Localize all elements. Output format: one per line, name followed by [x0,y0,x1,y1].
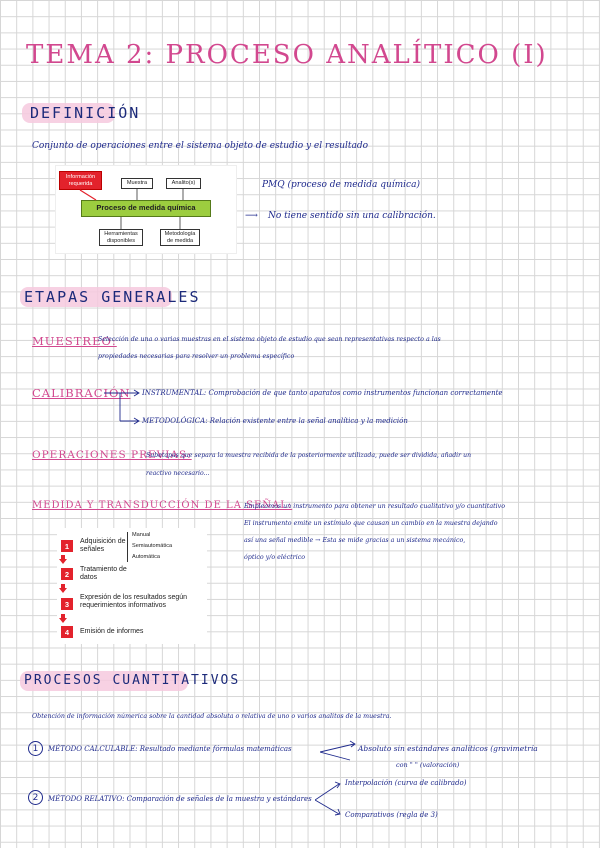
instrumental-text: Comprobación de que tanto aparatos como instrumentos funcionan correctamente [208,389,503,397]
modes-bracket [127,532,128,562]
comparativos-text: Comparativos (regla de 3) [345,811,438,819]
medida-text-4: óptico y/o eléctrico [244,554,306,561]
pmq-diagram [55,165,237,254]
medida-text-3: así una señal medible → Esta se mide gracias a un sistema mecánico, [244,537,466,544]
step-label: Tratamiento de datos [80,566,127,581]
diagram-proceso-box: Proceso de medida química [81,200,211,217]
calibracion-branch-arrows [104,388,144,430]
calibracion-metodologica [142,417,408,425]
operaciones-text-2: reactivo necesario... [146,470,210,477]
method-2 [48,795,312,803]
absoluto-line-2: con " " (valoración) [396,761,460,769]
interpolacion-text: Interpolación (curva de calibrado) [345,779,467,787]
method-2-branch [315,778,345,818]
method-2-label: MÉTODO RELATIVO: [48,795,125,803]
metodologica-label: METODOLÓGICA: [142,417,208,425]
step-number: 1 [61,540,73,552]
method-1-branch [320,740,360,764]
muestreo-text-1: Selección de una o varias muestras en el sistema objeto de estudio que sean representativas respecto a las [98,336,441,343]
arrow-down-icon [59,584,67,593]
mode-automatica: Automática [132,554,160,560]
method-2-number: 2 [28,790,43,805]
diagram-muestra-box: Muestra [121,178,153,189]
muestreo-text-2: propiedades necesarias para resolver un problema específico [98,353,295,360]
method-1-label: MÉTODO CALCULABLE: [48,745,138,753]
definition-text: Conjunto de operaciones entre el sistema objeto de estudio y el resultado [32,141,369,151]
procesos-intro: Obtención de información númerica sobre la cantidad absoluta o relativa de uno o varios analitos de la muestra. [32,713,392,720]
muestreo-label: MUESTREO: [32,334,117,348]
operaciones-label: OPERACIONES PREVIAS: [32,449,192,461]
step-label: Expresión de los resultados según requerimientos informativos [80,594,188,609]
medida-text-2: El instrumento emite un estímulo que causan un cambio en la muestra dejando [244,520,498,527]
diagram-herramientas-box: Herramientas disponibles [99,229,143,246]
calibration-note: No tiene sentido sin una calibración. [268,211,436,221]
step-label: Adquisición de señales [80,538,126,553]
page-title: TEMA 2: PROCESO ANALÍTICO (I) [26,40,548,70]
steps-figure [57,528,207,644]
diagram-metodologia-box: Metodología de medida [160,229,200,246]
arrow-down-icon [59,614,67,623]
method-1 [48,745,292,753]
diagram-arrows [56,166,236,253]
instrumental-label: INSTRUMENTAL: [142,389,207,397]
calibracion-instrumental [142,389,503,397]
metodologica-text: Relación existente entre la señal analítica y la medición [209,417,408,425]
section-heading-procesos: PROCESOS CUANTITATIVOS [24,673,241,688]
medida-label: MEDIDA Y TRANSDUCCIÓN DE LA SEÑAL: [32,500,293,511]
method-2-text: Comparación de señales de la muestra y estándares [126,795,312,803]
step-number: 3 [61,598,73,610]
section-heading-etapas: ETAPAS GENERALES [24,288,201,306]
step-number: 4 [61,626,73,638]
pmq-note: PMQ (proceso de medida química) [262,180,420,190]
section-heading-definicion: DEFINICIÓN [30,104,141,122]
step-number: 2 [61,568,73,580]
medida-text-1: Empleamos un instrumento para obtener un resultado cualitativo y/o cuantitativo [244,503,505,510]
absoluto-line-1: Absoluto sin estándares analíticos (gravimetría [358,744,538,753]
method-1-number: 1 [28,741,43,756]
diagram-info-box: Información requerida [59,171,102,190]
mode-semiautomatica: Semiautomática [132,543,173,549]
calibration-arrow-icon: ⟶ [245,211,258,221]
step-label: Emisión de informes [80,628,144,635]
operaciones-text-1: Subetapas que separa la muestra recibida de la posteriormente utilizada, puede ser dividida, añadir un [146,452,472,459]
method-1-text: Resultado mediante fórmulas matemáticas [139,745,292,753]
mode-manual: Manual [132,532,151,538]
calibracion-label: CALIBRACIÓN [32,386,131,400]
arrow-down-icon [59,555,67,564]
diagram-analito-box: Analito(s) [166,178,201,189]
